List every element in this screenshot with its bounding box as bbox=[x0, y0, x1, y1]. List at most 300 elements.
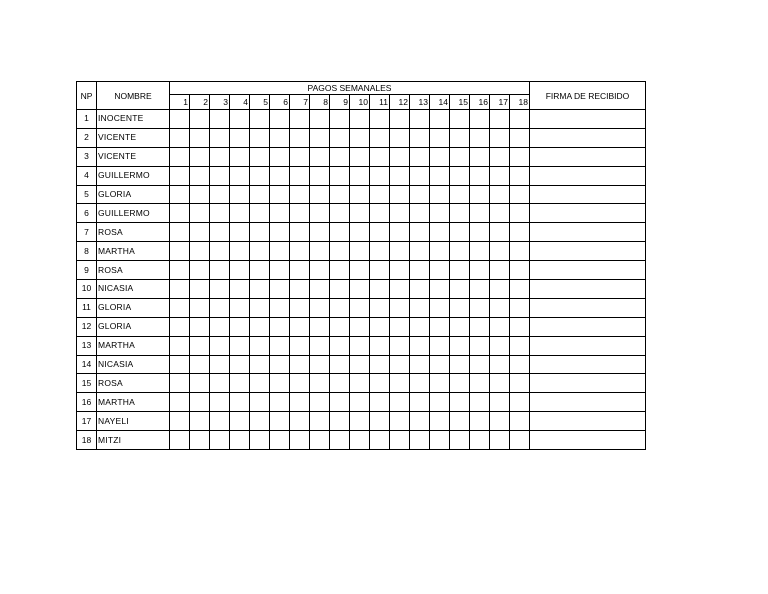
weekly-payment-cell[interactable] bbox=[250, 147, 270, 166]
weekly-payment-cell[interactable] bbox=[330, 317, 350, 336]
weekly-payment-cell[interactable] bbox=[510, 185, 530, 204]
weekly-payment-cell[interactable] bbox=[230, 317, 250, 336]
weekly-payment-cell[interactable] bbox=[270, 431, 290, 450]
weekly-payment-cell[interactable] bbox=[330, 374, 350, 393]
signature-cell[interactable] bbox=[530, 317, 646, 336]
weekly-payment-cell[interactable] bbox=[450, 298, 470, 317]
weekly-payment-cell[interactable] bbox=[310, 128, 330, 147]
weekly-payment-cell[interactable] bbox=[230, 355, 250, 374]
weekly-payment-cell[interactable] bbox=[390, 374, 410, 393]
weekly-payment-cell[interactable] bbox=[170, 128, 190, 147]
weekly-payment-cell[interactable] bbox=[290, 336, 310, 355]
weekly-payment-cell[interactable] bbox=[170, 223, 190, 242]
weekly-payment-cell[interactable] bbox=[430, 223, 450, 242]
weekly-payment-cell[interactable] bbox=[310, 261, 330, 280]
weekly-payment-cell[interactable] bbox=[410, 147, 430, 166]
weekly-payment-cell[interactable] bbox=[170, 298, 190, 317]
weekly-payment-cell[interactable] bbox=[190, 431, 210, 450]
weekly-payment-cell[interactable] bbox=[290, 261, 310, 280]
weekly-payment-cell[interactable] bbox=[230, 147, 250, 166]
weekly-payment-cell[interactable] bbox=[190, 166, 210, 185]
signature-cell[interactable] bbox=[530, 412, 646, 431]
weekly-payment-cell[interactable] bbox=[170, 147, 190, 166]
weekly-payment-cell[interactable] bbox=[450, 431, 470, 450]
weekly-payment-cell[interactable] bbox=[350, 355, 370, 374]
weekly-payment-cell[interactable] bbox=[470, 110, 490, 129]
signature-cell[interactable] bbox=[530, 261, 646, 280]
weekly-payment-cell[interactable] bbox=[190, 128, 210, 147]
weekly-payment-cell[interactable] bbox=[450, 166, 470, 185]
weekly-payment-cell[interactable] bbox=[350, 261, 370, 280]
weekly-payment-cell[interactable] bbox=[450, 355, 470, 374]
weekly-payment-cell[interactable] bbox=[330, 147, 350, 166]
weekly-payment-cell[interactable] bbox=[330, 431, 350, 450]
signature-cell[interactable] bbox=[530, 280, 646, 299]
weekly-payment-cell[interactable] bbox=[290, 412, 310, 431]
weekly-payment-cell[interactable] bbox=[230, 185, 250, 204]
weekly-payment-cell[interactable] bbox=[190, 317, 210, 336]
weekly-payment-cell[interactable] bbox=[190, 147, 210, 166]
weekly-payment-cell[interactable] bbox=[310, 204, 330, 223]
weekly-payment-cell[interactable] bbox=[510, 166, 530, 185]
weekly-payment-cell[interactable] bbox=[470, 185, 490, 204]
weekly-payment-cell[interactable] bbox=[470, 317, 490, 336]
weekly-payment-cell[interactable] bbox=[310, 166, 330, 185]
weekly-payment-cell[interactable] bbox=[470, 242, 490, 261]
weekly-payment-cell[interactable] bbox=[210, 147, 230, 166]
weekly-payment-cell[interactable] bbox=[290, 110, 310, 129]
weekly-payment-cell[interactable] bbox=[190, 336, 210, 355]
weekly-payment-cell[interactable] bbox=[310, 185, 330, 204]
weekly-payment-cell[interactable] bbox=[450, 147, 470, 166]
weekly-payment-cell[interactable] bbox=[230, 166, 250, 185]
weekly-payment-cell[interactable] bbox=[330, 242, 350, 261]
weekly-payment-cell[interactable] bbox=[410, 374, 430, 393]
weekly-payment-cell[interactable] bbox=[470, 261, 490, 280]
weekly-payment-cell[interactable] bbox=[210, 166, 230, 185]
weekly-payment-cell[interactable] bbox=[390, 393, 410, 412]
weekly-payment-cell[interactable] bbox=[190, 374, 210, 393]
weekly-payment-cell[interactable] bbox=[490, 128, 510, 147]
weekly-payment-cell[interactable] bbox=[350, 336, 370, 355]
weekly-payment-cell[interactable] bbox=[310, 412, 330, 431]
weekly-payment-cell[interactable] bbox=[310, 393, 330, 412]
weekly-payment-cell[interactable] bbox=[410, 431, 430, 450]
weekly-payment-cell[interactable] bbox=[410, 166, 430, 185]
weekly-payment-cell[interactable] bbox=[450, 242, 470, 261]
weekly-payment-cell[interactable] bbox=[430, 110, 450, 129]
weekly-payment-cell[interactable] bbox=[290, 431, 310, 450]
weekly-payment-cell[interactable] bbox=[370, 355, 390, 374]
weekly-payment-cell[interactable] bbox=[390, 317, 410, 336]
weekly-payment-cell[interactable] bbox=[510, 223, 530, 242]
weekly-payment-cell[interactable] bbox=[290, 204, 310, 223]
weekly-payment-cell[interactable] bbox=[310, 223, 330, 242]
weekly-payment-cell[interactable] bbox=[410, 336, 430, 355]
weekly-payment-cell[interactable] bbox=[170, 204, 190, 223]
weekly-payment-cell[interactable] bbox=[330, 412, 350, 431]
weekly-payment-cell[interactable] bbox=[290, 355, 310, 374]
weekly-payment-cell[interactable] bbox=[190, 204, 210, 223]
weekly-payment-cell[interactable] bbox=[490, 355, 510, 374]
weekly-payment-cell[interactable] bbox=[330, 298, 350, 317]
weekly-payment-cell[interactable] bbox=[350, 110, 370, 129]
weekly-payment-cell[interactable] bbox=[390, 185, 410, 204]
weekly-payment-cell[interactable] bbox=[350, 298, 370, 317]
weekly-payment-cell[interactable] bbox=[510, 204, 530, 223]
weekly-payment-cell[interactable] bbox=[290, 242, 310, 261]
weekly-payment-cell[interactable] bbox=[290, 128, 310, 147]
weekly-payment-cell[interactable] bbox=[290, 223, 310, 242]
signature-cell[interactable] bbox=[530, 298, 646, 317]
weekly-payment-cell[interactable] bbox=[350, 374, 370, 393]
weekly-payment-cell[interactable] bbox=[330, 336, 350, 355]
weekly-payment-cell[interactable] bbox=[370, 317, 390, 336]
signature-cell[interactable] bbox=[530, 336, 646, 355]
weekly-payment-cell[interactable] bbox=[210, 280, 230, 299]
weekly-payment-cell[interactable] bbox=[230, 393, 250, 412]
weekly-payment-cell[interactable] bbox=[210, 223, 230, 242]
weekly-payment-cell[interactable] bbox=[470, 128, 490, 147]
weekly-payment-cell[interactable] bbox=[210, 261, 230, 280]
weekly-payment-cell[interactable] bbox=[170, 431, 190, 450]
weekly-payment-cell[interactable] bbox=[270, 204, 290, 223]
signature-cell[interactable] bbox=[530, 393, 646, 412]
weekly-payment-cell[interactable] bbox=[470, 374, 490, 393]
weekly-payment-cell[interactable] bbox=[510, 298, 530, 317]
weekly-payment-cell[interactable] bbox=[430, 336, 450, 355]
weekly-payment-cell[interactable] bbox=[290, 393, 310, 412]
weekly-payment-cell[interactable] bbox=[310, 336, 330, 355]
weekly-payment-cell[interactable] bbox=[350, 317, 370, 336]
weekly-payment-cell[interactable] bbox=[430, 204, 450, 223]
weekly-payment-cell[interactable] bbox=[410, 355, 430, 374]
weekly-payment-cell[interactable] bbox=[390, 355, 410, 374]
weekly-payment-cell[interactable] bbox=[170, 317, 190, 336]
weekly-payment-cell[interactable] bbox=[310, 242, 330, 261]
signature-cell[interactable] bbox=[530, 374, 646, 393]
weekly-payment-cell[interactable] bbox=[490, 336, 510, 355]
weekly-payment-cell[interactable] bbox=[270, 147, 290, 166]
weekly-payment-cell[interactable] bbox=[210, 185, 230, 204]
weekly-payment-cell[interactable] bbox=[290, 185, 310, 204]
weekly-payment-cell[interactable] bbox=[390, 110, 410, 129]
weekly-payment-cell[interactable] bbox=[290, 317, 310, 336]
weekly-payment-cell[interactable] bbox=[350, 128, 370, 147]
weekly-payment-cell[interactable] bbox=[170, 393, 190, 412]
weekly-payment-cell[interactable] bbox=[390, 242, 410, 261]
weekly-payment-cell[interactable] bbox=[510, 317, 530, 336]
weekly-payment-cell[interactable] bbox=[390, 128, 410, 147]
weekly-payment-cell[interactable] bbox=[350, 147, 370, 166]
weekly-payment-cell[interactable] bbox=[190, 242, 210, 261]
weekly-payment-cell[interactable] bbox=[210, 374, 230, 393]
weekly-payment-cell[interactable] bbox=[270, 261, 290, 280]
weekly-payment-cell[interactable] bbox=[510, 261, 530, 280]
weekly-payment-cell[interactable] bbox=[210, 242, 230, 261]
weekly-payment-cell[interactable] bbox=[410, 204, 430, 223]
weekly-payment-cell[interactable] bbox=[370, 298, 390, 317]
weekly-payment-cell[interactable] bbox=[270, 412, 290, 431]
weekly-payment-cell[interactable] bbox=[450, 185, 470, 204]
weekly-payment-cell[interactable] bbox=[410, 280, 430, 299]
weekly-payment-cell[interactable] bbox=[410, 393, 430, 412]
weekly-payment-cell[interactable] bbox=[390, 223, 410, 242]
weekly-payment-cell[interactable] bbox=[370, 261, 390, 280]
weekly-payment-cell[interactable] bbox=[210, 204, 230, 223]
weekly-payment-cell[interactable] bbox=[370, 110, 390, 129]
weekly-payment-cell[interactable] bbox=[510, 431, 530, 450]
weekly-payment-cell[interactable] bbox=[430, 166, 450, 185]
weekly-payment-cell[interactable] bbox=[450, 280, 470, 299]
weekly-payment-cell[interactable] bbox=[370, 393, 390, 412]
weekly-payment-cell[interactable] bbox=[370, 204, 390, 223]
weekly-payment-cell[interactable] bbox=[510, 242, 530, 261]
weekly-payment-cell[interactable] bbox=[510, 355, 530, 374]
weekly-payment-cell[interactable] bbox=[330, 204, 350, 223]
weekly-payment-cell[interactable] bbox=[510, 128, 530, 147]
weekly-payment-cell[interactable] bbox=[250, 261, 270, 280]
weekly-payment-cell[interactable] bbox=[370, 128, 390, 147]
weekly-payment-cell[interactable] bbox=[270, 128, 290, 147]
weekly-payment-cell[interactable] bbox=[250, 431, 270, 450]
weekly-payment-cell[interactable] bbox=[350, 393, 370, 412]
signature-cell[interactable] bbox=[530, 242, 646, 261]
signature-cell[interactable] bbox=[530, 223, 646, 242]
weekly-payment-cell[interactable] bbox=[490, 185, 510, 204]
weekly-payment-cell[interactable] bbox=[230, 223, 250, 242]
weekly-payment-cell[interactable] bbox=[170, 110, 190, 129]
weekly-payment-cell[interactable] bbox=[370, 166, 390, 185]
weekly-payment-cell[interactable] bbox=[190, 185, 210, 204]
weekly-payment-cell[interactable] bbox=[350, 185, 370, 204]
weekly-payment-cell[interactable] bbox=[330, 355, 350, 374]
weekly-payment-cell[interactable] bbox=[470, 355, 490, 374]
weekly-payment-cell[interactable] bbox=[450, 223, 470, 242]
weekly-payment-cell[interactable] bbox=[250, 280, 270, 299]
weekly-payment-cell[interactable] bbox=[270, 317, 290, 336]
weekly-payment-cell[interactable] bbox=[390, 412, 410, 431]
signature-cell[interactable] bbox=[530, 431, 646, 450]
weekly-payment-cell[interactable] bbox=[190, 261, 210, 280]
weekly-payment-cell[interactable] bbox=[230, 298, 250, 317]
weekly-payment-cell[interactable] bbox=[230, 374, 250, 393]
weekly-payment-cell[interactable] bbox=[490, 204, 510, 223]
weekly-payment-cell[interactable] bbox=[470, 298, 490, 317]
weekly-payment-cell[interactable] bbox=[210, 431, 230, 450]
weekly-payment-cell[interactable] bbox=[450, 317, 470, 336]
weekly-payment-cell[interactable] bbox=[370, 242, 390, 261]
weekly-payment-cell[interactable] bbox=[430, 128, 450, 147]
weekly-payment-cell[interactable] bbox=[230, 431, 250, 450]
weekly-payment-cell[interactable] bbox=[390, 431, 410, 450]
weekly-payment-cell[interactable] bbox=[170, 336, 190, 355]
weekly-payment-cell[interactable] bbox=[390, 280, 410, 299]
weekly-payment-cell[interactable] bbox=[270, 242, 290, 261]
weekly-payment-cell[interactable] bbox=[250, 204, 270, 223]
weekly-payment-cell[interactable] bbox=[270, 185, 290, 204]
weekly-payment-cell[interactable] bbox=[210, 393, 230, 412]
weekly-payment-cell[interactable] bbox=[370, 336, 390, 355]
weekly-payment-cell[interactable] bbox=[330, 166, 350, 185]
weekly-payment-cell[interactable] bbox=[310, 374, 330, 393]
signature-cell[interactable] bbox=[530, 110, 646, 129]
weekly-payment-cell[interactable] bbox=[410, 261, 430, 280]
weekly-payment-cell[interactable] bbox=[330, 128, 350, 147]
weekly-payment-cell[interactable] bbox=[270, 166, 290, 185]
weekly-payment-cell[interactable] bbox=[490, 242, 510, 261]
weekly-payment-cell[interactable] bbox=[250, 374, 270, 393]
weekly-payment-cell[interactable] bbox=[470, 204, 490, 223]
weekly-payment-cell[interactable] bbox=[330, 110, 350, 129]
weekly-payment-cell[interactable] bbox=[490, 147, 510, 166]
weekly-payment-cell[interactable] bbox=[490, 317, 510, 336]
weekly-payment-cell[interactable] bbox=[510, 336, 530, 355]
weekly-payment-cell[interactable] bbox=[250, 317, 270, 336]
weekly-payment-cell[interactable] bbox=[250, 128, 270, 147]
weekly-payment-cell[interactable] bbox=[350, 412, 370, 431]
weekly-payment-cell[interactable] bbox=[430, 147, 450, 166]
weekly-payment-cell[interactable] bbox=[470, 223, 490, 242]
weekly-payment-cell[interactable] bbox=[170, 261, 190, 280]
signature-cell[interactable] bbox=[530, 166, 646, 185]
weekly-payment-cell[interactable] bbox=[430, 355, 450, 374]
weekly-payment-cell[interactable] bbox=[230, 204, 250, 223]
weekly-payment-cell[interactable] bbox=[190, 298, 210, 317]
weekly-payment-cell[interactable] bbox=[470, 336, 490, 355]
weekly-payment-cell[interactable] bbox=[310, 280, 330, 299]
weekly-payment-cell[interactable] bbox=[410, 110, 430, 129]
weekly-payment-cell[interactable] bbox=[410, 185, 430, 204]
weekly-payment-cell[interactable] bbox=[290, 166, 310, 185]
weekly-payment-cell[interactable] bbox=[330, 223, 350, 242]
weekly-payment-cell[interactable] bbox=[470, 412, 490, 431]
weekly-payment-cell[interactable] bbox=[450, 374, 470, 393]
weekly-payment-cell[interactable] bbox=[190, 412, 210, 431]
weekly-payment-cell[interactable] bbox=[350, 280, 370, 299]
weekly-payment-cell[interactable] bbox=[330, 185, 350, 204]
weekly-payment-cell[interactable] bbox=[430, 261, 450, 280]
weekly-payment-cell[interactable] bbox=[210, 128, 230, 147]
weekly-payment-cell[interactable] bbox=[330, 261, 350, 280]
weekly-payment-cell[interactable] bbox=[490, 166, 510, 185]
weekly-payment-cell[interactable] bbox=[470, 431, 490, 450]
weekly-payment-cell[interactable] bbox=[430, 185, 450, 204]
weekly-payment-cell[interactable] bbox=[510, 280, 530, 299]
weekly-payment-cell[interactable] bbox=[490, 431, 510, 450]
weekly-payment-cell[interactable] bbox=[190, 355, 210, 374]
weekly-payment-cell[interactable] bbox=[350, 166, 370, 185]
weekly-payment-cell[interactable] bbox=[490, 412, 510, 431]
weekly-payment-cell[interactable] bbox=[270, 393, 290, 412]
weekly-payment-cell[interactable] bbox=[230, 110, 250, 129]
weekly-payment-cell[interactable] bbox=[310, 147, 330, 166]
weekly-payment-cell[interactable] bbox=[470, 166, 490, 185]
weekly-payment-cell[interactable] bbox=[450, 393, 470, 412]
signature-cell[interactable] bbox=[530, 128, 646, 147]
weekly-payment-cell[interactable] bbox=[250, 166, 270, 185]
weekly-payment-cell[interactable] bbox=[350, 431, 370, 450]
weekly-payment-cell[interactable] bbox=[490, 110, 510, 129]
weekly-payment-cell[interactable] bbox=[470, 393, 490, 412]
weekly-payment-cell[interactable] bbox=[490, 280, 510, 299]
weekly-payment-cell[interactable] bbox=[270, 355, 290, 374]
weekly-payment-cell[interactable] bbox=[350, 204, 370, 223]
weekly-payment-cell[interactable] bbox=[410, 223, 430, 242]
weekly-payment-cell[interactable] bbox=[450, 412, 470, 431]
weekly-payment-cell[interactable] bbox=[230, 280, 250, 299]
weekly-payment-cell[interactable] bbox=[170, 185, 190, 204]
weekly-payment-cell[interactable] bbox=[430, 374, 450, 393]
signature-cell[interactable] bbox=[530, 204, 646, 223]
weekly-payment-cell[interactable] bbox=[510, 374, 530, 393]
weekly-payment-cell[interactable] bbox=[250, 223, 270, 242]
weekly-payment-cell[interactable] bbox=[370, 280, 390, 299]
weekly-payment-cell[interactable] bbox=[210, 298, 230, 317]
weekly-payment-cell[interactable] bbox=[230, 261, 250, 280]
weekly-payment-cell[interactable] bbox=[430, 317, 450, 336]
weekly-payment-cell[interactable] bbox=[170, 412, 190, 431]
weekly-payment-cell[interactable] bbox=[490, 374, 510, 393]
weekly-payment-cell[interactable] bbox=[250, 185, 270, 204]
weekly-payment-cell[interactable] bbox=[170, 242, 190, 261]
weekly-payment-cell[interactable] bbox=[190, 393, 210, 412]
weekly-payment-cell[interactable] bbox=[370, 223, 390, 242]
weekly-payment-cell[interactable] bbox=[430, 393, 450, 412]
weekly-payment-cell[interactable] bbox=[310, 317, 330, 336]
weekly-payment-cell[interactable] bbox=[470, 280, 490, 299]
weekly-payment-cell[interactable] bbox=[490, 298, 510, 317]
weekly-payment-cell[interactable] bbox=[430, 412, 450, 431]
weekly-payment-cell[interactable] bbox=[390, 298, 410, 317]
weekly-payment-cell[interactable] bbox=[230, 128, 250, 147]
weekly-payment-cell[interactable] bbox=[250, 298, 270, 317]
weekly-payment-cell[interactable] bbox=[490, 223, 510, 242]
weekly-payment-cell[interactable] bbox=[290, 147, 310, 166]
weekly-payment-cell[interactable] bbox=[370, 374, 390, 393]
weekly-payment-cell[interactable] bbox=[390, 204, 410, 223]
weekly-payment-cell[interactable] bbox=[370, 412, 390, 431]
weekly-payment-cell[interactable] bbox=[490, 393, 510, 412]
weekly-payment-cell[interactable] bbox=[330, 280, 350, 299]
weekly-payment-cell[interactable] bbox=[330, 393, 350, 412]
weekly-payment-cell[interactable] bbox=[210, 412, 230, 431]
weekly-payment-cell[interactable] bbox=[250, 336, 270, 355]
weekly-payment-cell[interactable] bbox=[450, 336, 470, 355]
weekly-payment-cell[interactable] bbox=[410, 412, 430, 431]
weekly-payment-cell[interactable] bbox=[410, 128, 430, 147]
weekly-payment-cell[interactable] bbox=[510, 412, 530, 431]
weekly-payment-cell[interactable] bbox=[430, 431, 450, 450]
weekly-payment-cell[interactable] bbox=[210, 355, 230, 374]
weekly-payment-cell[interactable] bbox=[190, 223, 210, 242]
weekly-payment-cell[interactable] bbox=[270, 374, 290, 393]
weekly-payment-cell[interactable] bbox=[310, 298, 330, 317]
weekly-payment-cell[interactable] bbox=[270, 280, 290, 299]
weekly-payment-cell[interactable] bbox=[190, 280, 210, 299]
weekly-payment-cell[interactable] bbox=[270, 110, 290, 129]
weekly-payment-cell[interactable] bbox=[170, 374, 190, 393]
weekly-payment-cell[interactable] bbox=[450, 110, 470, 129]
weekly-payment-cell[interactable] bbox=[230, 242, 250, 261]
weekly-payment-cell[interactable] bbox=[410, 242, 430, 261]
weekly-payment-cell[interactable] bbox=[450, 204, 470, 223]
weekly-payment-cell[interactable] bbox=[290, 280, 310, 299]
weekly-payment-cell[interactable] bbox=[370, 431, 390, 450]
weekly-payment-cell[interactable] bbox=[210, 336, 230, 355]
signature-cell[interactable] bbox=[530, 185, 646, 204]
weekly-payment-cell[interactable] bbox=[350, 242, 370, 261]
